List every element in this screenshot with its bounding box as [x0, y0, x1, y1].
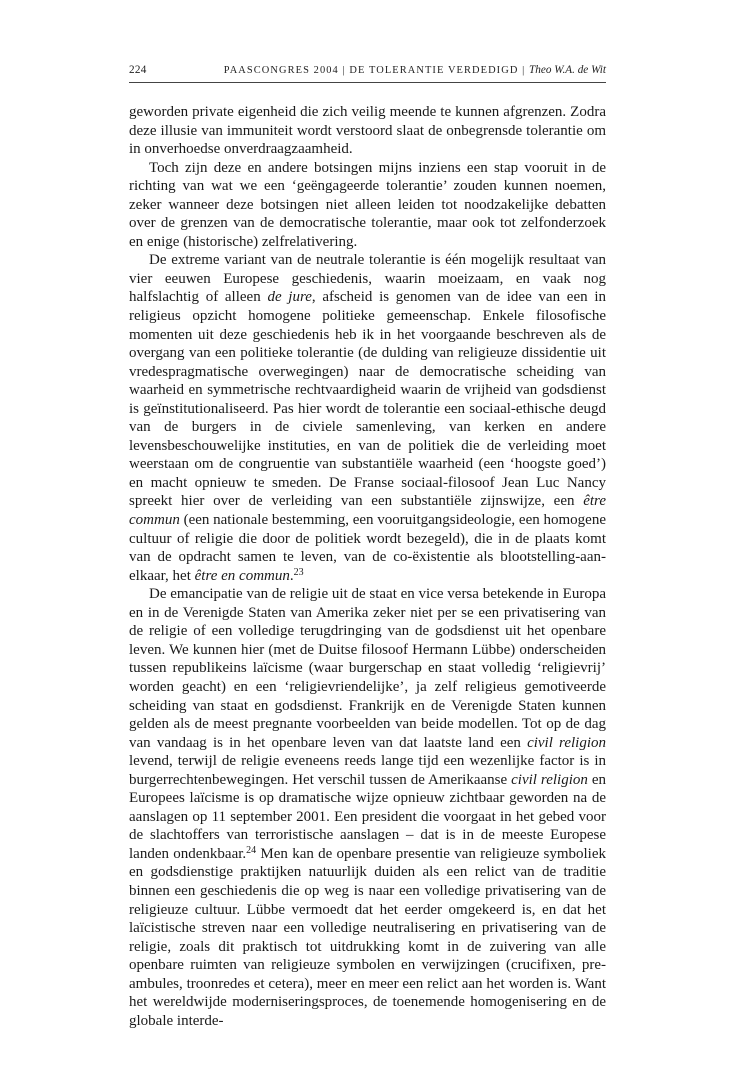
- text-run: levend, terwijl de religie eveneens reeds lange tijd een wezenlijke factor is in burgerrechtenbewegingen. Het verschil tussen de Amerikaanse: [129, 753, 606, 788]
- text-run: De emancipatie van de religie uit de staat en vice versa betekende in Europa en in de Verenigde Staten van Amerika zeker niet per se een privatisering van de religie of een volledige terugdringing van de godsdienst uit het openbare leven. We kunnen hier (met de Duitse filosoof Hermann Lübbe) onderscheiden tussen republikeins laïcisme (waar burgerschap en staat volledig ‘religievrij’ worden geacht) en een ‘religievriendelijke’, ja zelf religieus gemotiveerde scheiding van staat en godsdienst. Frankrijk en de Verenigde Staten kunnen gelden als de meest pregnante voorbeelden van beide modellen. Tot op de dag van vandaag is in het openbare leven van dat laatste land een: [129, 586, 606, 751]
- text-run: (een nationale bestemming, een vooruitgangsideologie, een homogene cultuur of religie die door de politiek wordt bezegeld), die in de plaats komt van de opdracht samen te leven, van de co-ëxistentie als blootstelling-aan-elkaar, het: [129, 512, 606, 584]
- italic-term: être commun: [129, 493, 606, 529]
- text-run: De extreme variant van de neutrale tolerantie is één mogelijk resultaat van vier eeuwen Europese geschiedenis, waarin moeizaam, en vaak nog halfslachtig of alleen: [129, 252, 606, 306]
- paragraph-4: [129, 585, 606, 1030]
- italic-term: civil religion: [527, 734, 606, 751]
- italic-term: de jure: [267, 289, 312, 306]
- text-run: .: [289, 567, 294, 584]
- congress-title: PAASCONGRES 2004 | DE TOLERANTIE VERDEDIGD |: [223, 65, 530, 76]
- paragraph-3: [129, 251, 606, 585]
- text-run: en Europees laïcisme is op dramatische wijze opnieuw zichtbaar geworden na de aanslagen op 11 september 2001. Een president die voorgaat in het gebed voor de slachtoffers van terroristische aanslagen – dat is in de meeste Europese landen ondenkbaar.: [129, 771, 606, 862]
- text-run: Men kan de openbare presentie van religieuze symboliek en godsdienstige praktijken natuurlijk duiden als een relict van de traditie binnen een geschiedenis die op weg is naar een volledige privatisering van de religieuze cultuur. Lübbe vermoedt dat het eerder omgekeerd is, en dat het laïcistische streven naar een volledige neutralisering en privatisering van de religie, zoals dit praktisch tot uitdrukking komt in de zuivering van alle openbare ruimten van religieuze symbolen en verwijzingen (crucifixen, pre-ambules, troonredes et cetera), meer en meer een relict aan het worden is. Want het wereldwijde moderniseringsproces, de toenemende homogenisering en de globale interde-: [129, 845, 607, 1029]
- italic-term: être en commun: [194, 567, 290, 584]
- page-number: 224: [129, 64, 147, 76]
- author-name: Theo W.A. de Wit: [529, 64, 606, 76]
- footnote-ref-23: 23: [293, 566, 304, 578]
- footnote-ref-24: 24: [246, 844, 257, 856]
- italic-term: civil religion: [511, 771, 588, 788]
- running-title: [224, 64, 606, 76]
- header-rule: [129, 82, 606, 83]
- body-text: [129, 103, 606, 1030]
- running-header: [129, 64, 606, 80]
- paragraph-2: Toch zijn deze en andere botsingen mijns inziens een stap vooruit in de richting van wat we een ‘geëngageerde tolerantie’ zouden kunnen noemen, zeker wanneer deze botsingen niet alleen leiden tot noodzakelijke debatten over de grenzen van de democratische tolerantie, maar ook tot zelfonderzoek en enige (historische) zelfrelativering.: [129, 159, 606, 250]
- text-run: , afscheid is genomen van de idee van een in religieus opzicht homogene politieke gemeenschap. Enkele filosofische momenten uit deze geschiedenis heb ik in het voorgaande beschreven als de overgang van een politieke tolerantie (de dulding van religieuze dissidentie uit vredespragmatische overwegingen) naar de democratische scheiding van waarheid en symmetrische rechtvaardigheid waarin de vrijheid van godsdienst is geïnstitutionaliseerd. Pas hier wordt de tolerantie een sociaal-ethische deugd van de burgers in de civiele samenleving, van kerken en andere levensbeschouwelijke instituties, en van de politiek die de verleiding moet weerstaan om de congruentie van substantiële waarheid (een ‘hoogste goed’) en macht opnieuw te smeden. De Franse sociaal-filosoof Jean Luc Nancy spreekt hier over de verleiding van een substantiële zijnswijze, een: [129, 289, 607, 510]
- paragraph-1: geworden private eigenheid die zich veilig meende te kunnen afgrenzen. Zodra deze illusie van immuniteit wordt verstoord slaat de onbegrensde tolerantie om in onverhoedse onverdraagzaamheid.: [129, 104, 606, 158]
